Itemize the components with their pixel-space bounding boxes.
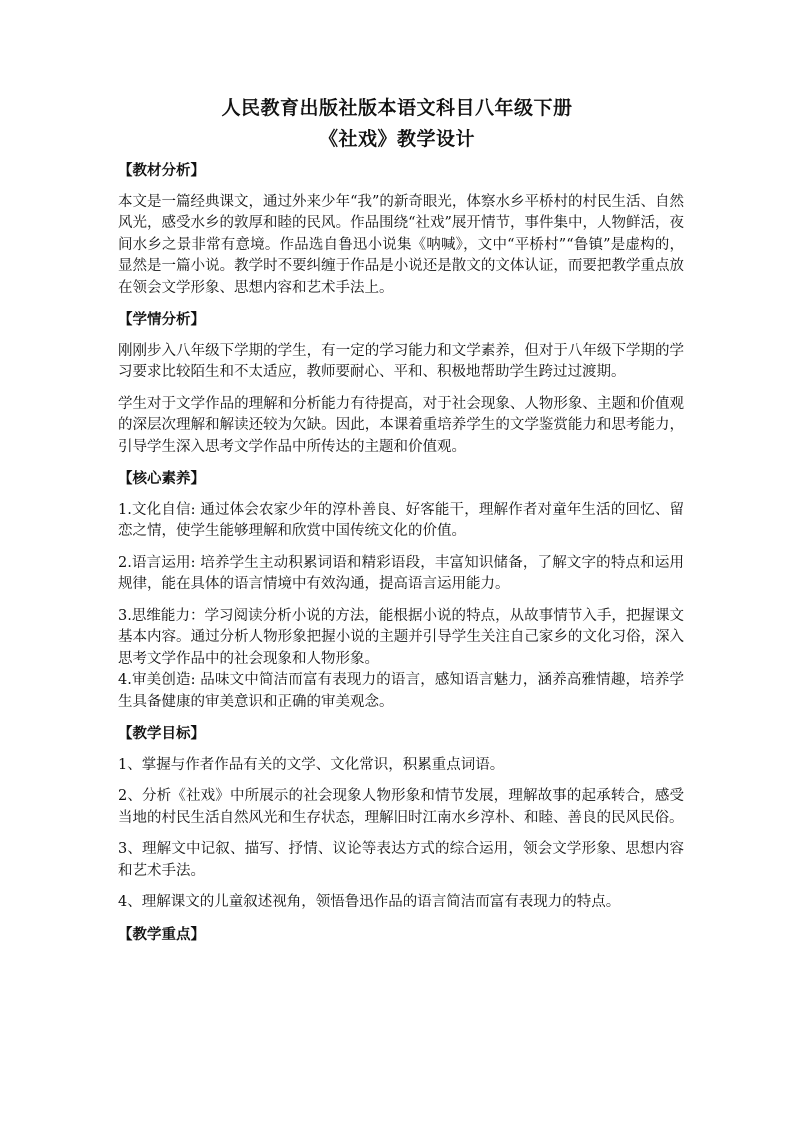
paragraph: 本文是一篇经典课文，通过外来少年“我”的新奇眼光，体察水乡平桥村的村民生活、自然风光，感受水乡的敦厚和睦的民风。作品围绕“社戏”展开情节，事件集中，人物鲜活，夜间水乡之景非常有意境。作品选自鲁迅小说集《呐喊》，文中“平桥村”“鲁镇”是虚构的，显然是一篇小说。教学时不要纠缠于作品是小说还是散文的文体认证，而要把教学重点放在领会文学形象、思想内容和艺术手法上。: [118, 193, 684, 296]
paragraph: 刚刚步入八年级下学期的学生，有一定的学习能力和文学素养，但对于八年级下学期的学习要求比较陌生和不太适应，教师要耐心、平和、积极地帮助学生跨过过渡期。: [118, 342, 684, 380]
paragraph: 3.思维能力：学习阅读分析小说的方法，能根据小说的特点，从故事情节入手，把握课文基本内容。通过分析人物形象把握小说的主题并引导学生关注自己家乡的文化习俗，深入思考文学作品中的社会现象和人物形象。: [118, 607, 684, 667]
paragraph: 4、理解课文的儿童叙述视角，领悟鲁迅作品的语言简洁而富有表现力的特点。: [118, 894, 621, 910]
document-subtitle: 《社戏》教学设计: [318, 128, 475, 150]
paragraph: 2、分析《社戏》中所展示的社会现象人物形象和情节发展，理解故事的起承转合，感受当地的村民生活自然风光和生存状态，理解旧时江南水乡淳朴、和睦、善良的民风民俗。: [118, 788, 684, 826]
paragraph: 2.语言运用: 培养学生主动积累词语和精彩语段，丰富知识储备，了解文字的特点和运用规律，能在具体的语言情境中有效沟通，提高语言运用能力。: [118, 554, 684, 592]
paragraph: 1、掌握与作者作品有关的文学、文化常识，积累重点词语。: [118, 756, 505, 773]
paragraph: 1.文化自信: 通过体会农家少年的淳朴善良、好客能干，理解作者对童年生活的回忆、留恋之情，使学生能够理解和欣赏中国传统文化的价值。: [118, 501, 684, 539]
section-heading-student-analysis: 【学情分析】: [118, 311, 205, 328]
document-body: [118, 160, 684, 955]
section-heading-textbook-analysis: 【教材分析】: [118, 162, 205, 179]
paragraph: 3、理解文中记叙、描写、抒情、议论等表达方式的综合运用，领会文学形象、思想内容和艺术手法。: [118, 841, 684, 879]
section-heading-teaching-objectives: 【教学目标】: [118, 725, 205, 742]
section-heading-teaching-focus: 【教学重点】: [118, 925, 205, 943]
paragraph: 学生对于文学作品的理解和分析能力有待提高，对于社会现象、人物形象、主题和价值观的深层次理解和解读还较为欠缺。因此，本课着重培养学生的文学鉴赏能力和思考能力，引导学生深入思考文学作品中所传达的主题和价值观。: [118, 395, 684, 455]
document-title: 人民教育出版社版本语文科目八年级下册: [221, 97, 573, 119]
section-heading-core-literacy: 【核心素养】: [118, 470, 205, 487]
paragraph: 4.审美创造: 品味文中简洁而富有表现力的语言，感知语言魅力，涵养高雅情趣，培养学生具备健康的审美意识和正确的审美观念。: [118, 672, 684, 710]
